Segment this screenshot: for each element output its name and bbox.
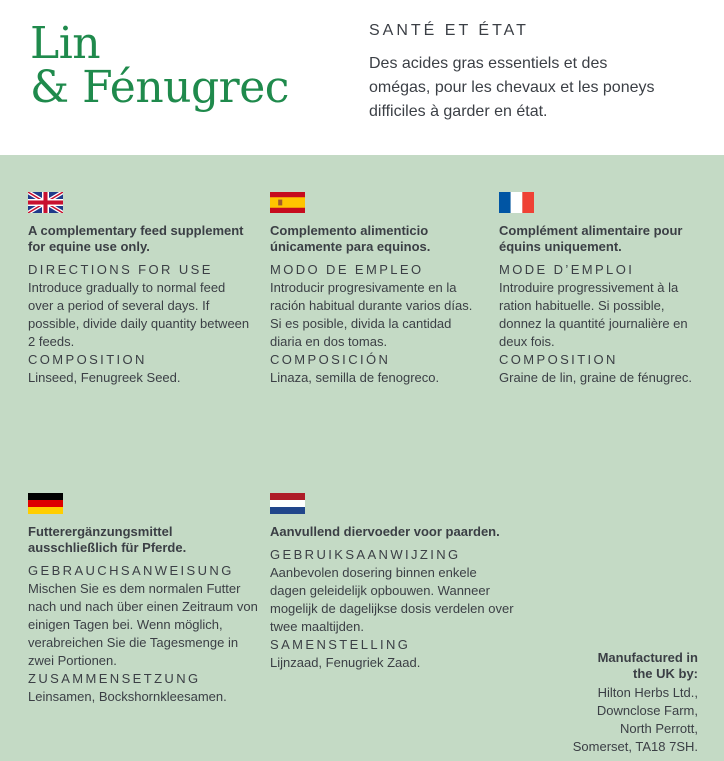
directions-text: Introduce gradually to normal feed over a period of several days. If possible, divide daily quantity between 2 feeds.: [28, 280, 250, 349]
manufacturer-address-line: Hilton Herbs Ltd.,: [597, 685, 698, 700]
spain-flag-icon: [270, 192, 305, 213]
manufacturer-address-line: North Perrott,: [619, 721, 698, 736]
composition-text: Linaza, semilla de fenogreco.: [270, 370, 440, 385]
netherlands-flag-icon: [270, 493, 305, 514]
france-flag-icon: [499, 192, 534, 213]
label-header: [0, 0, 724, 155]
composition-heading: COMPOSITION: [28, 352, 147, 367]
product-title: [30, 18, 289, 113]
composition-text: Graine de lin, graine de fénugrec.: [499, 370, 692, 385]
section-intro: Complément alimentaire pour équins uniquement.: [499, 223, 683, 254]
section-french: [499, 192, 704, 387]
directions-heading: DIRECTIONS FOR USE: [28, 262, 213, 277]
directions-text: Introduire progressivement à la ration habituelle. Si possible, donnez la quantité journalière en deux fois.: [499, 280, 688, 349]
directions-heading: GEBRUIKSAANWIJZING: [270, 547, 461, 562]
section-intro: Aanvullend diervoeder voor paarden.: [270, 524, 500, 539]
title-line-1: Lin: [30, 18, 101, 69]
directions-heading: GEBRAUCHSANWEISUNG: [28, 563, 234, 578]
category-kicker: SANTÉ ET ÉTAT: [369, 22, 529, 39]
manufacturer-title: Manufactured in the UK by:: [597, 650, 698, 681]
product-description: Des acides gras essentiels et des omégas, pour les chevaux et les poneys difficiles à garder en état.: [369, 55, 655, 120]
section-dutch: [270, 493, 515, 672]
section-german: [28, 493, 260, 706]
composition-text: Lijnzaad, Fenugriek Zaad.: [270, 655, 421, 670]
section-intro: Complemento alimenticio únicamente para equinos.: [270, 223, 431, 254]
composition-heading: ZUSAMMENSETZUNG: [28, 671, 201, 686]
directions-text: Mischen Sie es dem normalen Futter nach und nach über einen Zeitraum von einigen Tagen bei. Wenn möglich, verabreichen Sie die Tagesmenge in zwei Portionen.: [28, 581, 258, 668]
composition-text: Linseed, Fenugreek Seed.: [28, 370, 181, 385]
manufacturer-address-line: Downclose Farm,: [596, 703, 698, 718]
composition-text: Leinsamen, Bockshornkleesamen.: [28, 689, 227, 704]
germany-flag-icon: [28, 493, 63, 514]
directions-text: Introducir progresivamente en la ración habitual durante varios días. Si es posible, divida la cantidad diaria en dos tomas.: [270, 280, 473, 349]
uk-flag-icon: [28, 192, 63, 213]
title-line-2: & Fénugrec: [30, 62, 289, 113]
manufacturer-block: [573, 650, 698, 756]
directions-heading: MODE D’EMPLOI: [499, 262, 635, 277]
section-intro: Futterergänzungsmittel ausschließlich für Pferde.: [28, 524, 187, 555]
section-spanish: [270, 192, 485, 387]
section-intro: A complementary feed supplement for equine use only.: [28, 223, 244, 254]
composition-heading: COMPOSICIÓN: [270, 352, 391, 367]
composition-heading: COMPOSITION: [499, 352, 618, 367]
section-english: [28, 192, 253, 387]
directions-heading: MODO DE EMPLEO: [270, 262, 424, 277]
directions-text: Aanbevolen dosering binnen enkele dagen geleidelijk opbouwen. Wanneer mogelijk de dagelijkse dosis verdelen over twee maaltijden.: [270, 565, 514, 634]
manufacturer-address-line: Somerset, TA18 7SH.: [572, 739, 698, 754]
composition-heading: SAMENSTELLING: [270, 637, 411, 652]
